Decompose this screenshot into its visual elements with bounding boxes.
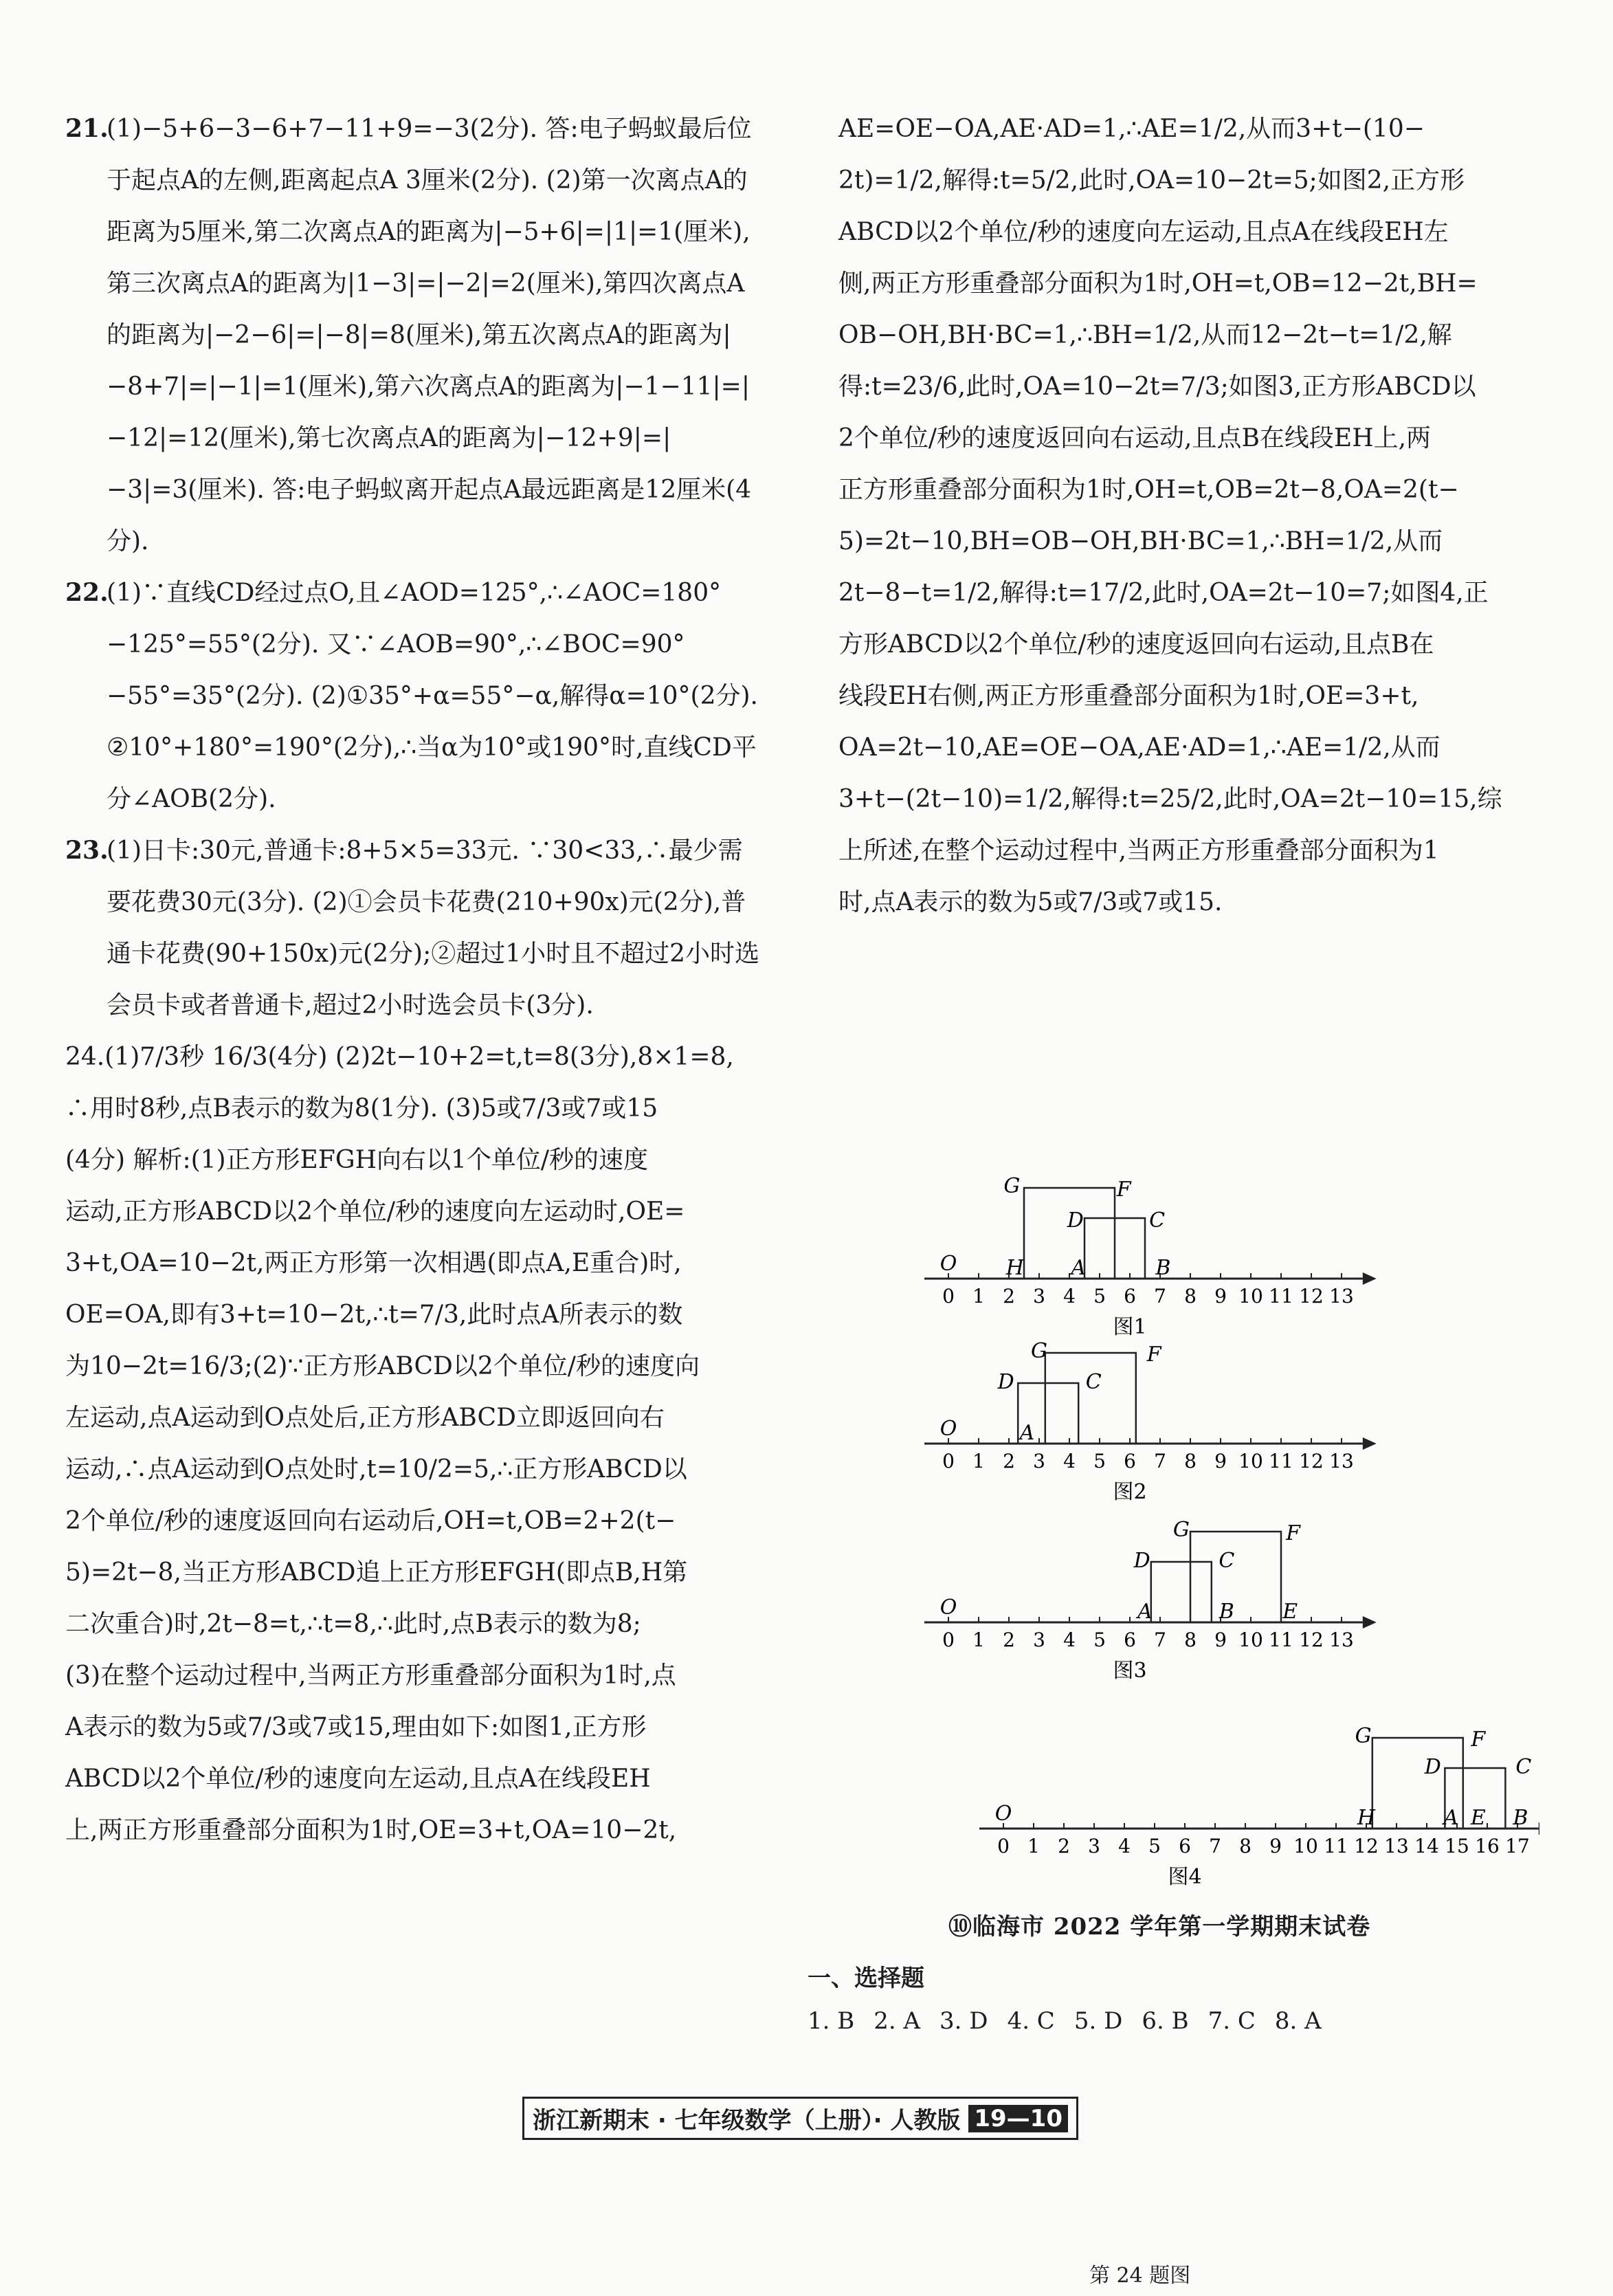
point-label: B	[1513, 1806, 1528, 1830]
question-text: (1)−5+6−3−6+7−11+9=−3(2分). 答:电子蚂蚁最后位于起点A的左侧,距离起点A 3厘米(2分). (2)第一次离点A的距离为5厘米,第二次离点A的距离为|−5+6|=|1|=1(厘米),第三次离点A的距离为|1−3|=|−2|=2(厘米),第四次离点A的距离为|−2−6|=|−8|=8(厘米),第五次离点A的距离为|−8+7|=|−1|=1(厘米),第六次离点A的距离为|−1−11|=|−12|=12(厘米),第七次离点A的距离为|−12+9|=|−3|=3(厘米). 答:电子蚂蚁离开起点A最远距离是12厘米(4分).	[107, 115, 752, 555]
point-label: G	[1355, 1724, 1372, 1748]
q24-line: (3)在整个运动过程中,当两正方形重叠部分面积为1时,点	[65, 1662, 676, 1690]
tick-label: 9	[1214, 1629, 1227, 1651]
tick-label: 0	[942, 1450, 955, 1472]
point-label: F	[1471, 1727, 1486, 1752]
tick-label: 12	[1354, 1835, 1379, 1857]
point-label: G	[1031, 1339, 1047, 1363]
right-line: 时,点A表示的数为5或7/3或7或15.	[838, 888, 1223, 916]
q24-line: ∴用时8秒,点B表示的数为8(1分). (3)5或7/3或7或15	[65, 1094, 658, 1123]
tick-label: 9	[1269, 1835, 1282, 1857]
tick-label: 5	[1093, 1285, 1106, 1307]
tick-label: 7	[1209, 1835, 1221, 1857]
right-line: 上所述,在整个运动过程中,当两正方形重叠部分面积为1	[838, 837, 1439, 865]
tick-label: 1	[972, 1285, 985, 1307]
right-line: 侧,两正方形重叠部分面积为1时,OH=t,OB=12−2t,BH=	[838, 269, 1478, 298]
q24-line: 3+t,OA=10−2t,两正方形第一次相遇(即点A,E重合)时,	[65, 1249, 682, 1277]
point-label: C	[1515, 1755, 1532, 1779]
tick-label: 13	[1329, 1450, 1354, 1472]
tick-label: 4	[1063, 1285, 1076, 1307]
q24-line: 2个单位/秒的速度返回向右运动后,OH=t,OB=2+2(t−	[65, 1507, 676, 1535]
figure-2	[924, 1339, 1377, 1504]
tick-label: 14	[1414, 1835, 1439, 1857]
figure-1	[924, 1174, 1377, 1339]
answer-item: 2. A	[874, 2007, 921, 2035]
right-line: OB−OH,BH·BC=1,∴BH=1/2,从而12−2t−t=1/2,解	[838, 321, 1452, 349]
q24-line: 二次重合)时,2t−8=t,∴t=8,∴此时,点B表示的数为8;	[65, 1610, 641, 1638]
tick-label: 1	[972, 1629, 985, 1651]
question-23	[65, 825, 759, 1031]
point-label: F	[1116, 1178, 1131, 1202]
point-label: O	[939, 1417, 957, 1441]
tick-label: 11	[1269, 1629, 1293, 1651]
right-line: 方形ABCD以2个单位/秒的速度返回向右运动,且点B在	[838, 630, 1434, 659]
tick-label: 6	[1124, 1450, 1136, 1472]
point-label: D	[1424, 1755, 1441, 1779]
square	[1151, 1562, 1212, 1622]
tick-label: 10	[1238, 1450, 1263, 1472]
answer-item: 7. C	[1208, 2007, 1256, 2035]
square	[1024, 1188, 1115, 1279]
right-line: 2个单位/秒的速度返回向右运动,且点B在线段EH上,两	[838, 424, 1432, 452]
point-label: E	[1282, 1600, 1298, 1624]
tick-label: 0	[942, 1285, 955, 1307]
tick-label: 5	[1148, 1835, 1161, 1857]
answer-item: 3. D	[939, 2007, 988, 2035]
tick-label: 5	[1093, 1629, 1106, 1651]
tick-label: 13	[1329, 1629, 1354, 1651]
arrow-head	[1363, 1437, 1377, 1450]
question-text: (1)∵直线CD经过点O,且∠AOD=125°,∴∠AOC=180°−125°=55°(2分). 又∵∠AOB=90°,∴∠BOC=90°−55°=35°(2分). (2)①35°+α=55°−α,解得α=10°(2分). ②10°+180°=190°(2分),∴当α为10°或190°时,直线CD平分∠AOB(2分).	[107, 579, 758, 813]
tick-label: 5	[1093, 1450, 1106, 1472]
question-21	[65, 103, 759, 567]
point-label: H	[1005, 1256, 1024, 1280]
point-label: B	[1155, 1256, 1171, 1280]
question-text: (1)日卡:30元,普通卡:8+5×5=33元. ∵30<33,∴最少需要花费30元(3分). (2)①会员卡花费(210+90x)元(2分),普通卡花费(90+150x)元(2分);②超过1小时且不超过2小时选会员卡或者普通卡,超过2小时选会员卡(3分).	[107, 837, 760, 1019]
tick-label: 10	[1238, 1629, 1263, 1651]
answer-item: 5. D	[1074, 2007, 1123, 2035]
tick-label: 7	[1154, 1629, 1166, 1651]
point-label: F	[1146, 1343, 1161, 1367]
tick-label: 11	[1269, 1450, 1293, 1472]
tick-label: 0	[942, 1629, 955, 1651]
tick-label: 9	[1214, 1450, 1227, 1472]
tick-label: 7	[1154, 1450, 1166, 1472]
page-footer	[522, 2097, 1078, 2140]
arrow-head	[1363, 1616, 1377, 1629]
figure-4	[979, 1724, 1539, 1889]
tick-label: 4	[1063, 1450, 1076, 1472]
point-label: F	[1286, 1521, 1301, 1545]
square	[1045, 1353, 1136, 1444]
tick-label: 8	[1184, 1285, 1197, 1307]
right-line: 正方形重叠部分面积为1时,OH=t,OB=2t−8,OA=2(t−	[838, 476, 1459, 504]
right-line: 5)=2t−10,BH=OB−OH,BH·BC=1,∴BH=1/2,从而	[838, 527, 1443, 555]
tick-label: 1	[1027, 1835, 1040, 1857]
tick-label: 8	[1184, 1450, 1197, 1472]
figure-caption: 图3	[1113, 1659, 1147, 1683]
point-label: A	[1071, 1256, 1087, 1280]
exam-title: ⑩临海市 2022 学年第一学期期末试卷	[948, 1913, 1371, 1941]
tick-label: 2	[1003, 1285, 1015, 1307]
right-line: 得:t=23/6,此时,OA=10−2t=7/3;如图3,正方形ABCD以	[838, 373, 1476, 401]
point-label: A	[1443, 1806, 1459, 1830]
point-label: C	[1149, 1208, 1166, 1233]
tick-label: 8	[1184, 1629, 1197, 1651]
figure-caption: 图1	[1113, 1315, 1147, 1339]
tick-label: 2	[1058, 1835, 1070, 1857]
tick-label: 0	[997, 1835, 1010, 1857]
point-label: G	[1172, 1518, 1190, 1542]
tick-label: 13	[1329, 1285, 1354, 1307]
question-number: 23.	[65, 836, 109, 865]
right-column	[838, 103, 1550, 928]
square	[1190, 1532, 1281, 1622]
point-label: D	[997, 1370, 1014, 1394]
point-label: D	[1133, 1549, 1150, 1573]
point-label: C	[1085, 1370, 1102, 1394]
q24-line: 上,两正方形重叠部分面积为1时,OE=3+t,OA=10−2t,	[65, 1816, 677, 1844]
tick-label: 3	[1033, 1450, 1045, 1472]
answer-item: 8. A	[1274, 2007, 1322, 2035]
tick-label: 4	[1063, 1629, 1076, 1651]
tick-label: 2	[1003, 1450, 1015, 1472]
right-line: ABCD以2个单位/秒的速度向左运动,且点A在线段EH左	[838, 218, 1449, 246]
figure-caption: 图4	[1168, 1865, 1202, 1889]
q24-line: 5)=2t−8,当正方形ABCD追上正方形EFGH(即点B,H第	[65, 1558, 688, 1587]
q24-line: 左运动,点A运动到O点处后,正方形ABCD立即返回向右	[65, 1404, 665, 1432]
tick-label: 6	[1124, 1629, 1136, 1651]
point-label: O	[939, 1252, 957, 1276]
q24-line: 运动,正方形ABCD以2个单位/秒的速度向左运动时,OE=	[65, 1197, 685, 1226]
point-label: H	[1357, 1806, 1376, 1830]
right-line: 线段EH右侧,两正方形重叠部分面积为1时,OE=3+t,	[838, 682, 1419, 710]
tick-label: 11	[1324, 1835, 1348, 1857]
tick-label: 1	[972, 1450, 985, 1472]
answer-item: 6. B	[1142, 2007, 1189, 2035]
right-line: 2t)=1/2,解得:t=5/2,此时,OA=10−2t=5;如图2,正方形	[838, 166, 1465, 195]
tick-label: 12	[1299, 1629, 1324, 1651]
footer-text: 浙江新期末 · 七年级数学（上册）· 人教版	[533, 2107, 961, 2134]
question-24	[65, 1031, 759, 1856]
point-label: D	[1067, 1208, 1084, 1233]
point-label: O	[994, 1802, 1012, 1826]
tick-label: 9	[1214, 1285, 1227, 1307]
page-number: 19—10	[968, 2105, 1068, 2132]
point-label: B	[1219, 1600, 1234, 1624]
figure-caption: 图2	[1113, 1480, 1147, 1504]
point-label: G	[1003, 1174, 1021, 1198]
tick-label: 16	[1475, 1835, 1500, 1857]
question-22	[65, 567, 759, 825]
question-number: 22.	[65, 578, 109, 607]
point-label: A	[1137, 1600, 1153, 1624]
q24-line: ABCD以2个单位/秒的速度向左运动,且点A在线段EH	[65, 1765, 651, 1793]
tick-label: 6	[1124, 1285, 1136, 1307]
figure-3	[924, 1518, 1377, 1683]
point-label: A	[1019, 1421, 1035, 1445]
point-label: O	[939, 1596, 957, 1620]
right-line: 3+t−(2t−10)=1/2,解得:t=25/2,此时,OA=2t−10=15,综	[838, 785, 1502, 813]
tick-label: 15	[1445, 1835, 1469, 1857]
tick-label: 3	[1033, 1629, 1045, 1651]
right-line: 2t−8−t=1/2,解得:t=17/2,此时,OA=2t−10=7;如图4,正	[838, 579, 1489, 607]
answer-list	[808, 2007, 1341, 2035]
answer-item: 1. B	[808, 2007, 855, 2035]
tick-label: 11	[1269, 1285, 1293, 1307]
q24-line: 运动,∴点A运动到O点处时,t=10/2=5,∴正方形ABCD以	[65, 1455, 687, 1483]
q24-line: 24.(1)7/3秒 16/3(4分) (2)2t−10+2=t,t=8(3分),8×1=8,	[65, 1043, 734, 1071]
tick-label: 2	[1003, 1629, 1015, 1651]
question-number: 21.	[65, 114, 109, 143]
q24-line: OE=OA,即有3+t=10−2t,∴t=7/3,此时点A所表示的数	[65, 1301, 683, 1329]
tick-label: 17	[1505, 1835, 1530, 1857]
left-column	[65, 103, 759, 1856]
section-title: 一、选择题	[808, 1965, 924, 1992]
point-label: E	[1470, 1806, 1486, 1830]
tick-label: 7	[1154, 1285, 1166, 1307]
right-line: OA=2t−10,AE=OE−OA,AE·AD=1,∴AE=1/2,从而	[838, 733, 1440, 762]
tick-label: 4	[1118, 1835, 1131, 1857]
tick-label: 8	[1239, 1835, 1252, 1857]
arrow-head	[1363, 1272, 1377, 1285]
q24-line: 为10−2t=16/3;(2)∵正方形ABCD以2个单位/秒的速度向	[65, 1352, 700, 1380]
right-line: AE=OE−OA,AE·AD=1,∴AE=1/2,从而3+t−(10−	[838, 115, 1425, 143]
tick-label: 3	[1088, 1835, 1100, 1857]
tick-label: 13	[1384, 1835, 1409, 1857]
point-label: C	[1219, 1549, 1235, 1573]
q24-line: (4分) 解析:(1)正方形EFGH向右以1个单位/秒的速度	[65, 1146, 649, 1174]
tick-label: 6	[1179, 1835, 1191, 1857]
answer-item: 4. C	[1007, 2007, 1055, 2035]
q24-line: A表示的数为5或7/3或7或15,理由如下:如图1,正方形	[65, 1713, 647, 1741]
tick-label: 10	[1238, 1285, 1263, 1307]
figure-caption: 第 24 题图	[1089, 2264, 1191, 2288]
tick-label: 12	[1299, 1285, 1324, 1307]
tick-label: 10	[1293, 1835, 1318, 1857]
tick-label: 3	[1033, 1285, 1045, 1307]
tick-label: 12	[1299, 1450, 1324, 1472]
